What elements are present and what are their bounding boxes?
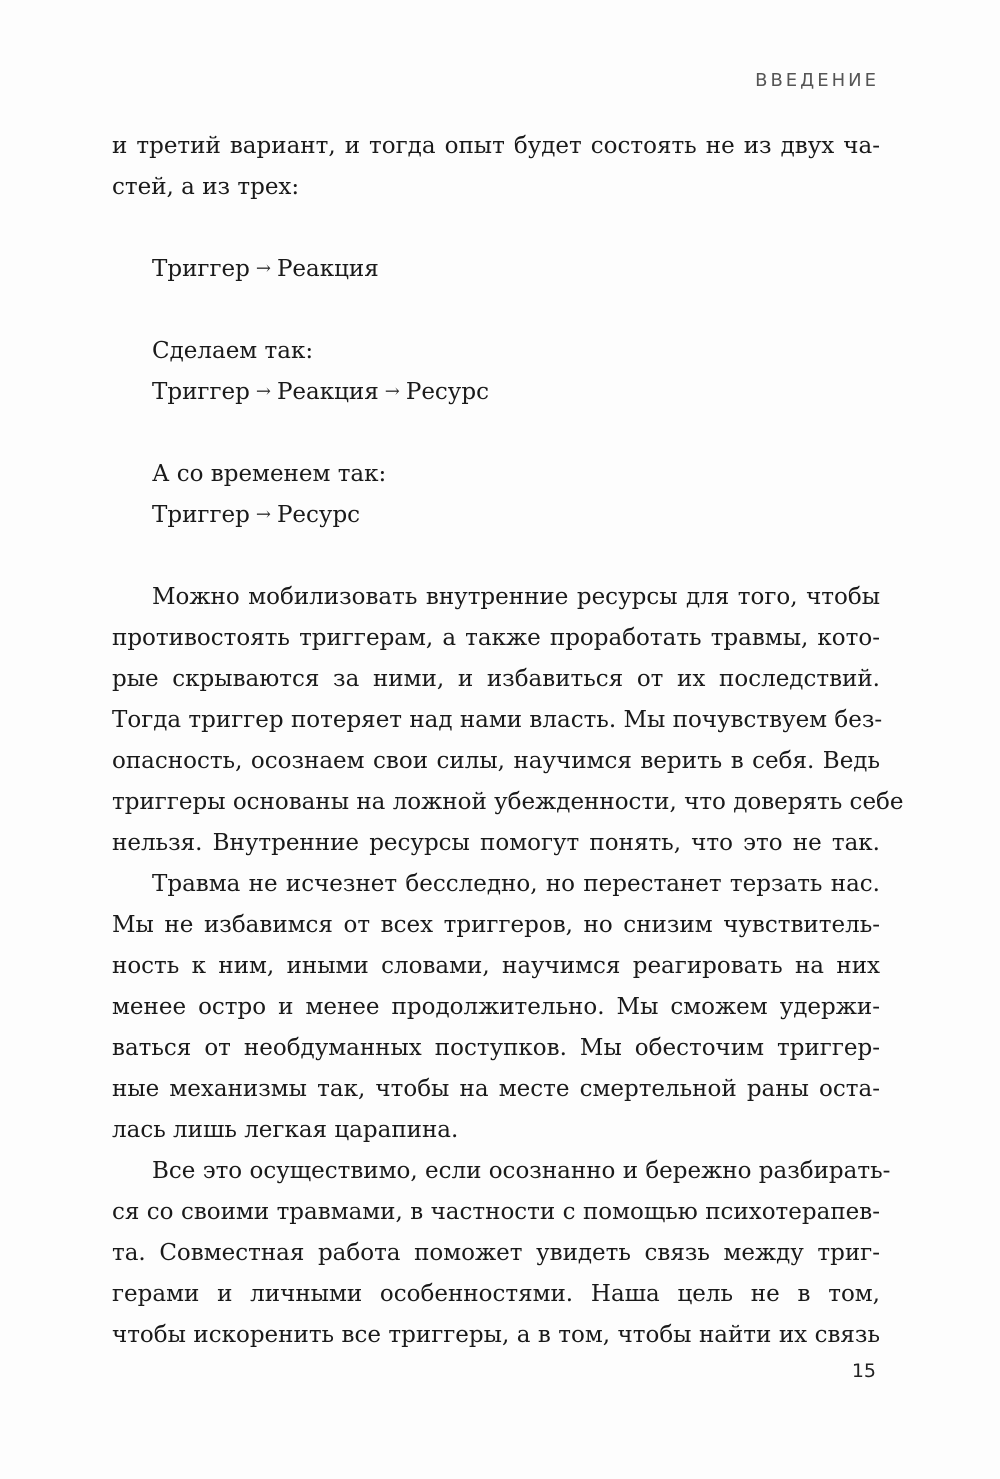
page-number: 15 [851,1360,876,1382]
arrow-icon: → [255,504,271,525]
scheme-term: Триггер [152,379,250,405]
text-line: Тогда триггер потеряет над нами власть. Мы почувствуем без- [112,707,883,733]
text-line: триггеры основаны на ложной убежденности, что доверять себе [112,789,904,815]
scheme-term: Ресурс [405,379,489,405]
text-line: и третий вариант, и тогда опыт будет состоять не из двух ча- [112,133,880,159]
scheme-term: Триггер [152,502,250,528]
arrow-icon: → [384,381,400,402]
text-line: ность к ним, иными словами, научимся реагировать на них [112,953,880,979]
scheme-2 [112,372,880,413]
scheme-term: Реакция [276,256,379,282]
text-line: менее остро и менее продолжительно. Мы сможем удержи- [112,994,880,1020]
text-line: Мы не избавимся от всех триггеров, но снизим чувствитель- [112,912,880,938]
scheme-3-label: А со временем так: [152,461,387,487]
text-line: ся со своими травмами, в частности с помощью психотерапев- [112,1199,880,1225]
scheme-term: Реакция [276,379,379,405]
text-line: лась лишь легкая царапина. [112,1117,459,1143]
text-line: Все это осуществимо, если осознанно и бережно разбирать- [152,1158,891,1184]
text-line: опасность, осознаем свои силы, научимся верить в себя. Ведь [112,748,880,774]
text-line: противостоять триггерам, а также проработать травмы, кото- [112,625,880,651]
arrow-icon: → [255,381,271,402]
text-line: ные механизмы так, чтобы на месте смертельной раны оста- [112,1076,880,1102]
scheme-3 [112,495,880,536]
text-line: та. Совместная работа поможет увидеть связь между триг- [112,1240,880,1266]
scheme-term: Триггер [152,256,250,282]
running-head: ВВЕДЕНИЕ [755,70,879,91]
text-line: нельзя. Внутренние ресурсы помогут понять, что это не так. [112,830,880,856]
text-line: ваться от необдуманных поступков. Мы обесточим триггер- [112,1035,880,1061]
text-line: герами и личными особенностями. Наша цель не в том, [112,1281,880,1307]
scheme-1 [112,249,880,290]
arrow-icon: → [255,258,271,279]
text-line: Можно мобилизовать внутренние ресурсы для того, чтобы [152,584,880,610]
body-text [112,126,904,1356]
text-line: Травма не исчезнет бесследно, но перестанет терзать нас. [152,871,880,897]
scheme-2-label: Сделаем так: [152,338,314,364]
text-line: чтобы искоренить все триггеры, а в том, чтобы найти их связь [112,1322,880,1348]
text-line: рые скрываются за ними, и избавиться от их последствий. [112,666,880,692]
text-line: стей, а из трех: [112,174,300,200]
scheme-term: Ресурс [276,502,361,528]
